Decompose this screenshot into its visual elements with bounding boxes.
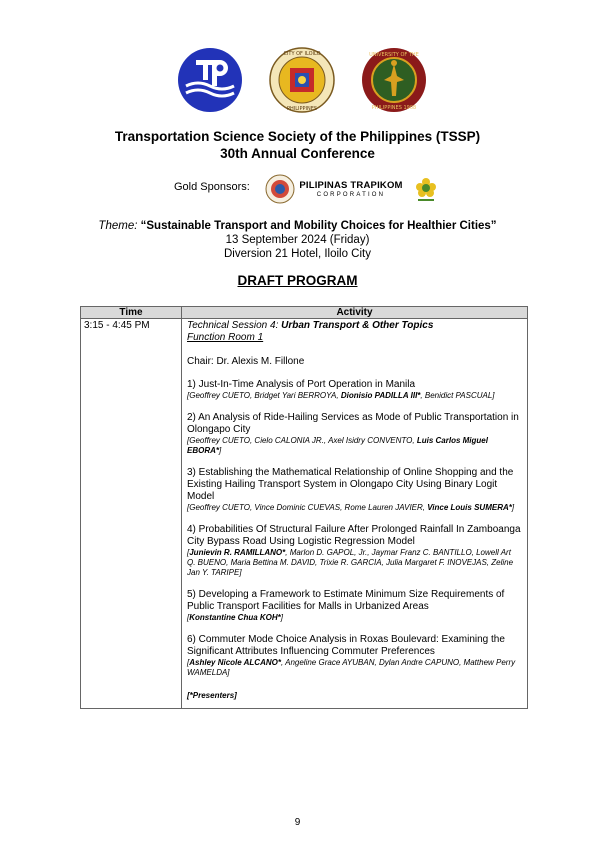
authors-text: [ (187, 658, 190, 667)
paper-entry (187, 634, 521, 678)
conference-title: 30th Annual Conference (220, 146, 375, 161)
session-chair: Chair: Dr. Alexis M. Fillone (187, 356, 305, 367)
table-header-row (81, 307, 528, 319)
session-title: Urban Transport & Other Topics (281, 320, 434, 331)
sponsors-label: Gold Sponsors: (174, 181, 250, 193)
presenter-name: Luis Carlos Miguel EBORA* (187, 436, 488, 455)
authors-text: [ (187, 548, 190, 557)
paper-title: 1) Just-In-Time Analysis of Port Operation in Manila (187, 379, 416, 390)
paper-authors (187, 503, 521, 513)
authors-text: ] (219, 446, 222, 455)
presenter-name: Dionisio PADILLA III* (340, 391, 421, 400)
sponsor-flower-logo (413, 176, 439, 203)
authors-text: [Geoffrey CUETO, Vince Dominic CUEVAS, Rome Lauren JAVIER, (187, 503, 428, 512)
theme-block (0, 219, 595, 261)
authors-text: , Marlon D. GAPOL, Jr., Jaymar Franz C. BANTILLO, Lowell Art Q. BUENO, Maria Bettina M. DAVID, Trixie R. GARCIA, Julia Margaret F. INOVEJAS, Zeline Jan Y. TARIPE] (187, 548, 514, 577)
authors-text: ] (280, 613, 284, 622)
authors-text: , Benidict PASCUAL] (420, 391, 495, 400)
paper-title: 2) An Analysis of Ride-Hailing Services as Mode of Public Transportation in Olongapo City (187, 412, 519, 435)
org-title: Transportation Science Society of the Philippines (TSSP) (114, 129, 481, 144)
paper-authors (187, 658, 521, 678)
paper-title: 3) Establishing the Mathematical Relationship of Online Shopping and the Existing Hailing Transport System in Olongapo City Using Binary Logit Model (187, 467, 514, 502)
session-line (187, 320, 521, 332)
paper-title: 4) Probabilities Of Structural Failure After Prolonged Rainfall In Zamboanga City Bypass Road Using Logistic Regression Model (187, 524, 521, 547)
sponsor-seal-logo (265, 174, 295, 204)
logo-row (0, 46, 595, 116)
theme-text: “Sustainable Transport and Mobility Choices for Healthier Cities” (140, 220, 497, 232)
authors-text: [ (187, 613, 190, 622)
table-row (81, 319, 528, 709)
paper-entry (187, 467, 521, 513)
presenter-name: Junievin R. RAMILLANO* (189, 548, 286, 557)
sponsors-row (0, 172, 595, 204)
draft-program-title: DRAFT PROGRAM (237, 273, 358, 288)
session-venue: Function Room 1 (187, 332, 264, 343)
svg-text:PHILIPPINES: PHILIPPINES (286, 106, 318, 112)
page-number: 9 (294, 817, 301, 828)
sponsor-pilipinas-trapikom (299, 180, 403, 198)
authors-text: , Angeline Grace AYUBAN, Dylan Andre CAPUNO, Matthew Perry WAMELDA] (187, 658, 516, 677)
presenters-note: [*Presenters] (187, 691, 237, 700)
tssp-logo (176, 46, 244, 114)
program-table (80, 306, 528, 709)
authors-text: ] (511, 503, 515, 512)
paper-authors (187, 391, 521, 401)
event-date: 13 September 2024 (Friday) (225, 234, 370, 246)
authors-text: [Geoffrey CUETO, Bridget Yari BERROYA, (187, 391, 341, 400)
paper-entry (187, 412, 521, 456)
paper-title: 6) Commuter Mode Choice Analysis in Roxas Boulevard: Examining the Significant Attributes Influencing Commuter Preferences (187, 634, 505, 657)
university-of-the-philippines-seal (360, 46, 428, 114)
presenter-name: Ashley Nicole ALCANO* (189, 658, 281, 667)
paper-entry (187, 589, 521, 623)
conference-header (0, 128, 595, 162)
time-cell: 3:15 - 4:45 PM (81, 319, 182, 709)
svg-text:UNIVERSITY OF THE: UNIVERSITY OF THE (369, 52, 419, 58)
sponsor-name-sub: CORPORATION (316, 192, 386, 198)
paper-authors (187, 613, 521, 623)
sponsor-name-main: PILIPINAS TRAPIKOM (299, 180, 403, 191)
paper-title: 5) Developing a Framework to Estimate Minimum Size Requirements of Public Transport Facilities for Malls in Urbanized Areas (187, 589, 505, 612)
time-column-header: Time (81, 307, 182, 319)
svg-text:CITY OF ILOILO: CITY OF ILOILO (283, 51, 321, 57)
session-prefix: Technical Session 4: (187, 320, 282, 331)
paper-authors (187, 548, 521, 578)
authors-text: [Geoffrey CUETO, Cielo CALONIA JR., Axel Isidry CONVENTO, (187, 436, 417, 445)
svg-text:PHILIPPINES 1908: PHILIPPINES 1908 (371, 105, 417, 111)
paper-entry (187, 524, 521, 578)
theme-prefix: Theme: (98, 220, 138, 232)
activity-cell (182, 319, 528, 709)
city-of-iloilo-seal (268, 46, 336, 114)
paper-entry (187, 379, 521, 401)
theme-line (0, 219, 595, 233)
activity-column-header: Activity (182, 307, 528, 319)
paper-authors (187, 436, 521, 456)
presenter-name: Konstantine Chua KOH* (189, 613, 281, 622)
presenter-name: Vince Louis SUMERA* (427, 503, 512, 512)
event-venue: Diversion 21 Hotel, Iloilo City (223, 248, 371, 260)
